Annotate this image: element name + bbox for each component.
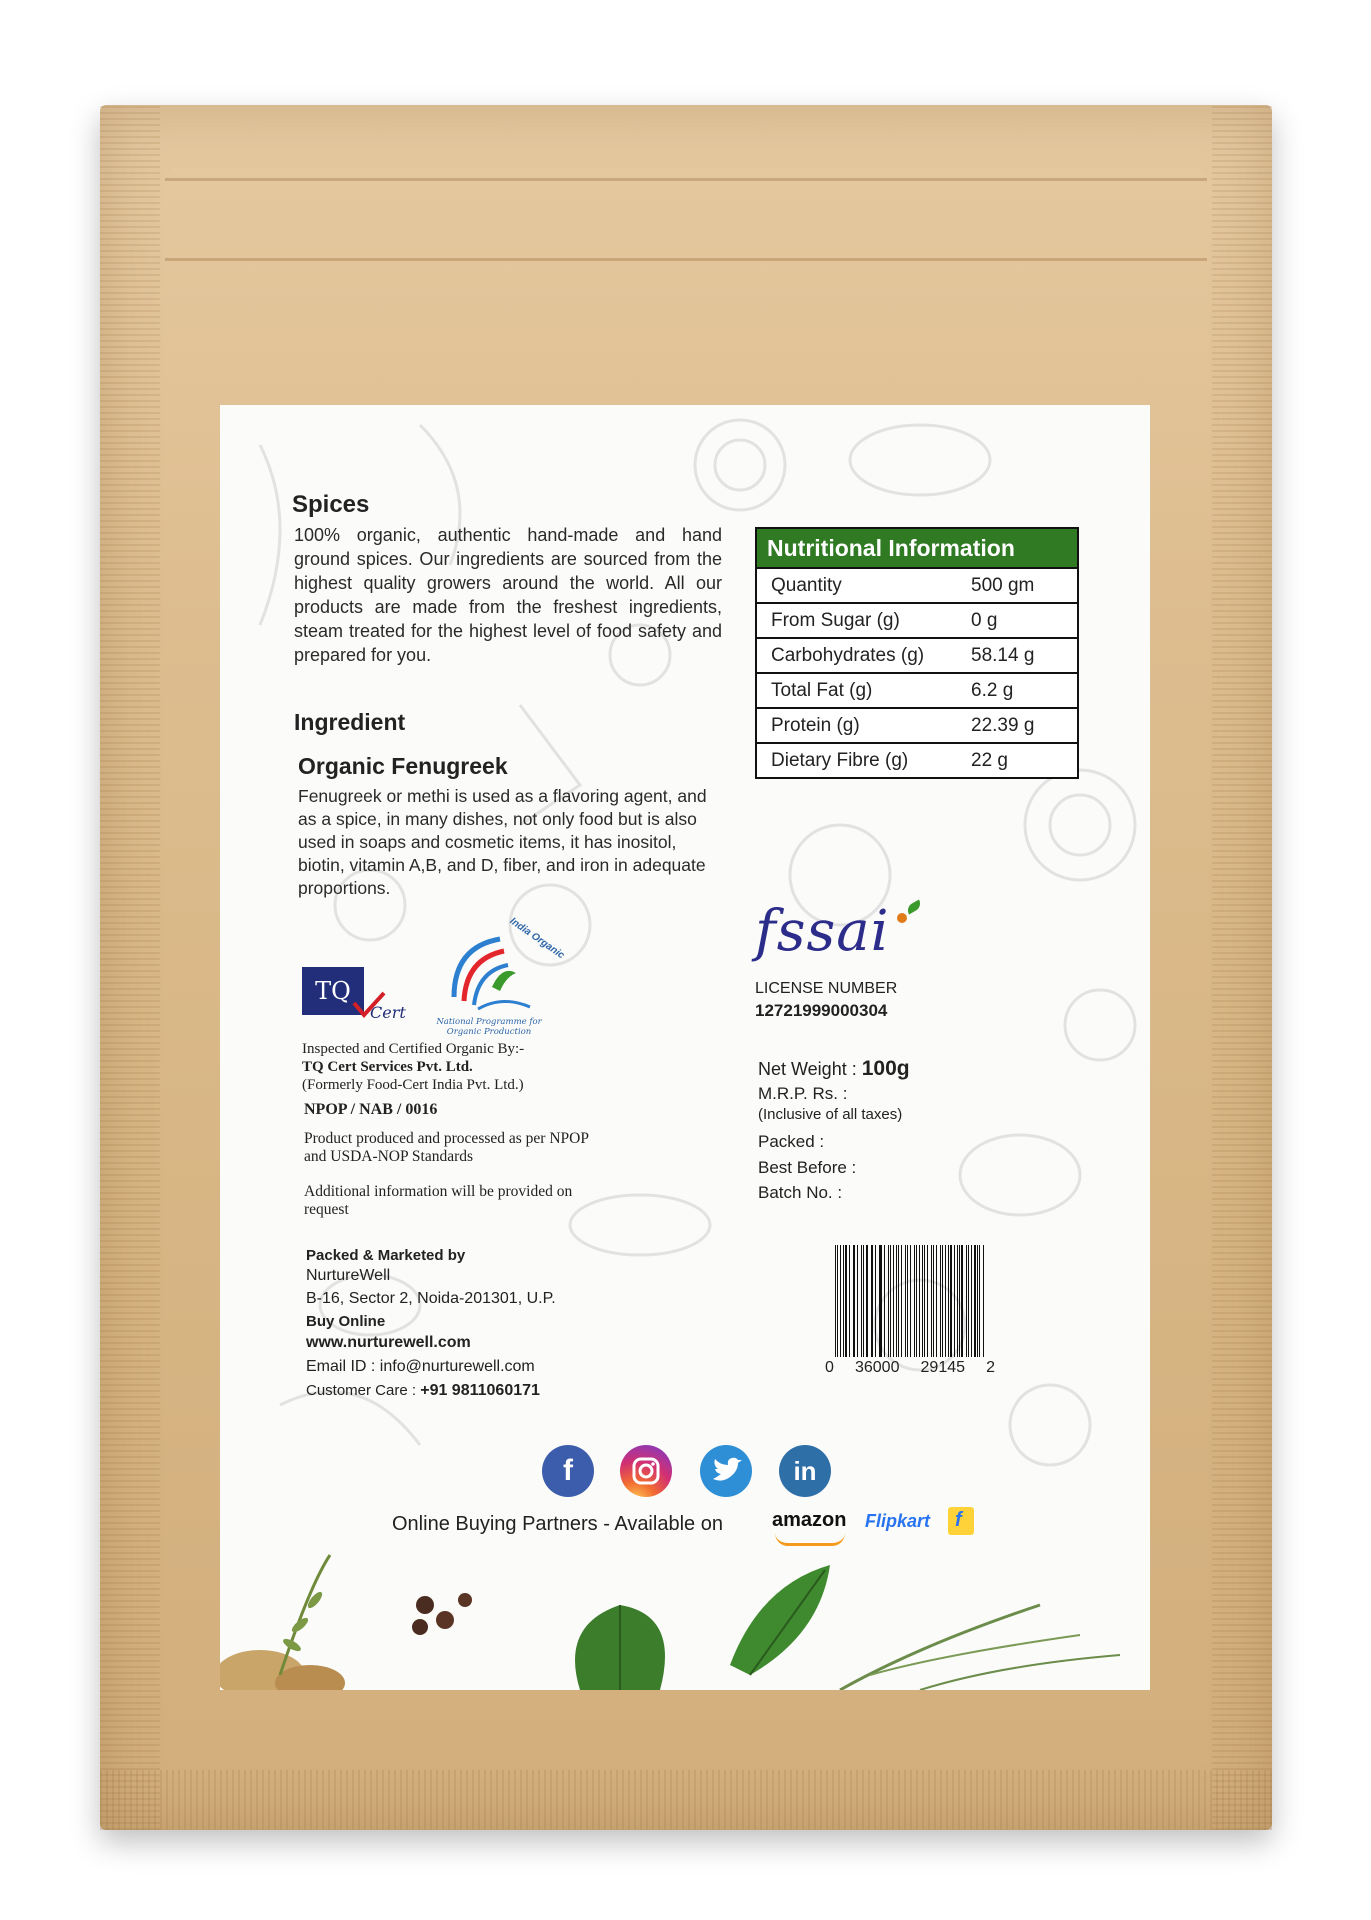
- barcode-bar: [863, 1245, 864, 1357]
- barcode-bar: [843, 1245, 844, 1357]
- barcode-bar: [919, 1245, 920, 1357]
- twitter-icon[interactable]: [700, 1445, 752, 1497]
- zip-line: [165, 258, 1207, 261]
- barcode-bar: [931, 1245, 932, 1357]
- barcode-bar: [940, 1245, 941, 1357]
- email-text: Email ID : info@nurturewell.com: [306, 1358, 535, 1375]
- barcode-bar: [888, 1245, 889, 1357]
- product-label: [220, 405, 1150, 1690]
- pouch-seal-left: [100, 105, 160, 1830]
- barcode-bar: [922, 1245, 923, 1357]
- flipkart-logo[interactable]: Flipkart: [865, 1511, 931, 1531]
- nutrition-value: 500 gm: [971, 575, 1035, 596]
- barcode-bar: [853, 1245, 854, 1357]
- customer-care-number: +91 9811060171: [420, 1382, 540, 1399]
- barcode-bar: [910, 1245, 911, 1357]
- instagram-icon[interactable]: [620, 1445, 672, 1497]
- barcode-bar: [916, 1245, 917, 1357]
- barcode-bar: [898, 1245, 899, 1357]
- barcode-bar: [961, 1245, 963, 1357]
- company-name: NurtureWell: [306, 1267, 391, 1284]
- table-row: [757, 567, 1077, 602]
- table-row: [757, 637, 1077, 672]
- barcode-bar: [905, 1245, 906, 1357]
- ingredient-description: Fenugreek or methi is used as a flavoring agent, and as a spice, in many dishes, not only food but is also used in soaps and cosmetic items, it has inositol, biotin, vitamin A,B, and D, fiber, and iron in adequate proportions.: [298, 786, 707, 898]
- nutrition-value: 0 g: [971, 610, 998, 631]
- barcode-bar: [959, 1245, 960, 1357]
- barcode-bar: [971, 1245, 972, 1357]
- tax-note: (Inclusive of all taxes): [758, 1106, 903, 1123]
- barcode-bar: [966, 1245, 967, 1357]
- barcode-bar: [880, 1245, 882, 1357]
- barcode-digit: 2: [986, 1359, 995, 1376]
- nutrition-value: 22.39 g: [971, 715, 1035, 736]
- barcode-bar: [945, 1245, 946, 1357]
- barcode-bar: [879, 1245, 880, 1357]
- nutrition-label: Quantity: [771, 575, 842, 596]
- net-weight-label: Net Weight :: [758, 1059, 857, 1079]
- nutrition-title: Nutritional Information: [757, 529, 1077, 567]
- table-row: [757, 707, 1077, 742]
- barcode-bar: [854, 1245, 855, 1357]
- pouch-seal-bottom: [100, 1770, 1272, 1830]
- nutrition-value: 58.14 g: [971, 645, 1035, 666]
- flipkart-bag-icon: f: [948, 1507, 974, 1535]
- barcode-bar: [890, 1245, 891, 1357]
- customer-care: [306, 1382, 540, 1400]
- barcode-bar: [907, 1245, 909, 1357]
- certifier-name: TQ Cert Services Pvt. Ltd.: [302, 1059, 473, 1075]
- barcode-bar: [872, 1245, 873, 1357]
- barcode-bar: [845, 1245, 847, 1357]
- barcode-bar: [954, 1245, 955, 1357]
- license-label: LICENSE NUMBER: [755, 980, 898, 997]
- fssai-logo: [755, 899, 890, 964]
- herbs-illustration: [220, 1545, 1150, 1690]
- license-number: 12721999000304: [755, 1001, 888, 1020]
- nutrition-value: 22 g: [971, 750, 1008, 771]
- barcode-digit: 0: [825, 1359, 834, 1376]
- india-organic-logo: [442, 925, 542, 1020]
- barcode-bar: [927, 1245, 928, 1357]
- best-before-label: Best Before :: [758, 1158, 857, 1177]
- buy-online-label: Buy Online: [306, 1313, 386, 1330]
- barcode-bar: [977, 1245, 978, 1357]
- barcode-bar: [979, 1245, 980, 1357]
- pouch-seal-right: [1212, 105, 1272, 1830]
- zip-line: [165, 178, 1207, 181]
- barcode-bars: [835, 1245, 985, 1357]
- barcode-bar: [957, 1245, 958, 1357]
- certifier-former-name: (Formerly Food-Cert India Pvt. Ltd.): [302, 1077, 524, 1093]
- table-row: [757, 672, 1077, 707]
- table-row: [757, 602, 1077, 637]
- packed-by-label: Packed & Marketed by: [306, 1247, 466, 1264]
- barcode-bar: [914, 1245, 915, 1357]
- barcode-bar: [950, 1245, 951, 1357]
- nutrition-label: Protein (g): [771, 715, 860, 736]
- barcode-bar: [901, 1245, 902, 1357]
- barcode-bar: [866, 1245, 868, 1357]
- barcode-bar: [875, 1245, 876, 1357]
- instagram-glyph: [620, 1445, 672, 1497]
- barcode-digits: [825, 1359, 995, 1377]
- spices-heading: Spices: [292, 491, 370, 518]
- tq-cert-logo: TQ: [302, 967, 364, 1015]
- nutrition-value: 6.2 g: [971, 680, 1014, 701]
- standards-note: Product produced and processed as per NPOP and USDA-NOP Standards: [304, 1130, 589, 1165]
- barcode-bar: [983, 1245, 984, 1357]
- twitter-bird-glyph: [700, 1445, 752, 1497]
- barcode-bar: [936, 1245, 937, 1357]
- website-link[interactable]: www.nurturewell.com: [306, 1334, 471, 1351]
- facebook-icon[interactable]: f: [542, 1445, 594, 1497]
- packed-date-label: Packed :: [758, 1132, 825, 1151]
- barcode-bar: [933, 1245, 935, 1357]
- barcode-bar: [884, 1245, 885, 1357]
- barcode-bar: [974, 1245, 975, 1357]
- barcode-digit: 36000: [854, 1359, 900, 1376]
- nutrition-label: Carbohydrates (g): [771, 645, 925, 666]
- tq-cert-text: Cert: [370, 1003, 406, 1022]
- barcode-digit: 29145: [920, 1359, 966, 1376]
- barcode: [825, 1245, 995, 1385]
- inspected-by: Inspected and Certified Organic By:-: [302, 1041, 525, 1057]
- barcode-bar: [840, 1245, 841, 1357]
- india-organic-arc-text: India Organic: [507, 915, 567, 962]
- nutrition-label: Dietary Fibre (g): [771, 750, 909, 771]
- barcode-bar: [924, 1245, 925, 1357]
- barcode-bar: [857, 1245, 858, 1357]
- barcode-bar: [837, 1245, 838, 1357]
- company-address: B-16, Sector 2, Noida-201301, U.P.: [306, 1290, 556, 1307]
- partners-text: Online Buying Partners - Available on: [392, 1513, 723, 1535]
- barcode-bar: [835, 1245, 836, 1357]
- barcode-bar: [896, 1245, 897, 1357]
- india-organic-caption: National Programme for Organic Production: [436, 1017, 542, 1037]
- net-weight: [758, 1057, 910, 1081]
- ingredient-heading: Ingredient: [294, 709, 406, 735]
- barcode-bar: [968, 1245, 969, 1357]
- barcode-bar: [948, 1245, 949, 1357]
- batch-number-label: Batch No. :: [758, 1183, 843, 1202]
- linkedin-icon[interactable]: in: [779, 1445, 831, 1497]
- customer-care-label: Customer Care :: [306, 1382, 417, 1399]
- net-weight-value: 100g: [861, 1057, 910, 1080]
- barcode-bar: [849, 1245, 850, 1357]
- barcode-bar: [861, 1245, 862, 1357]
- spices-description: 100% organic, authentic hand-made and hand ground spices. Our ingredients are sourced from the highest quality growers around the world. All our products are made from the freshest ingredients, steam treated for the highest level of food safety and prepared for you.: [294, 525, 722, 665]
- barcode-bar: [942, 1245, 943, 1357]
- nutrition-label: From Sugar (g): [771, 610, 900, 631]
- fssai-logo-text: fssai: [755, 899, 890, 964]
- table-row: [757, 742, 1077, 777]
- barcode-bar: [871, 1245, 872, 1357]
- additional-info-note: Additional information will be provided on request: [304, 1183, 573, 1218]
- amazon-logo[interactable]: amazon: [772, 1509, 847, 1531]
- ingredient-name: Organic Fenugreek: [298, 753, 508, 779]
- barcode-bar: [893, 1245, 894, 1357]
- mrp-label: M.R.P. Rs. :: [758, 1084, 848, 1103]
- npop-code: NPOP / NAB / 0016: [304, 1101, 438, 1118]
- nutrition-table: [755, 527, 1079, 779]
- nutrition-label: Total Fat (g): [771, 680, 873, 701]
- fssai-dot-icon: [897, 913, 907, 923]
